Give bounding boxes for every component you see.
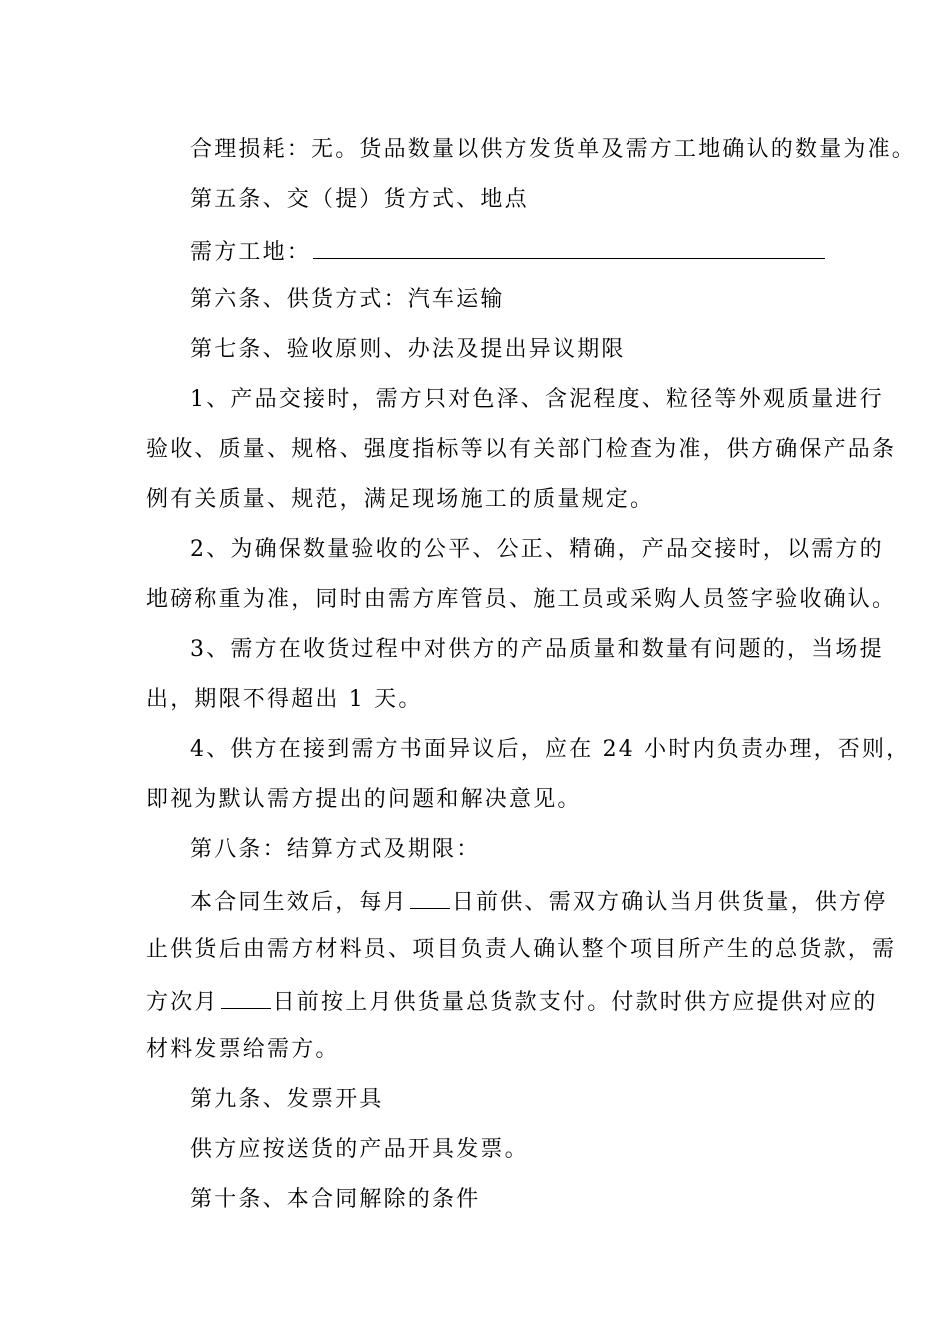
text-line-item-4a: 4、供方在接到需方书面异议后，应在 24 小时内负责办理，否则， xyxy=(190,737,911,762)
text-line-item-2a: 2、为确保数量验收的公平、公正、精确，产品交接时，以需方的 xyxy=(190,537,884,562)
settlement-text-suffix: 日前供、需双方确认当月供货量，供方停 xyxy=(451,890,888,915)
text-line-item-1c: 例有关质量、规范，满足现场施工的质量规定。 xyxy=(146,487,655,512)
monthly-date-blank[interactable] xyxy=(410,884,450,909)
heading-article-7: 第七条、验收原则、办法及提出异议期限 xyxy=(190,337,626,362)
text-line-item-3a: 3、需方在收货过程中对供方的产品质量和数量有问题的，当场提 xyxy=(190,637,884,662)
text-line-reasonable-loss: 合理损耗：无。货品数量以供方发货单及需方工地确认的数量为准。 xyxy=(190,137,917,162)
text-line-settlement-d: 材料发票给需方。 xyxy=(146,1037,340,1062)
text-line-settlement-c xyxy=(146,984,878,1016)
next-month-date-blank[interactable] xyxy=(221,984,271,1009)
text-line-item-4b: 即视为默认需方提出的问题和解决意见。 xyxy=(146,787,582,812)
site-label: 需方工地： xyxy=(190,240,312,265)
next-month-prefix: 方次月 xyxy=(146,990,219,1015)
text-line-settlement-a xyxy=(190,884,890,916)
heading-article-9: 第九条、发票开具 xyxy=(190,1087,384,1112)
text-line-settlement-b: 止供货后由需方材料员、项目负责人确认整个项目所产生的总货款，需 xyxy=(146,937,897,962)
text-line-invoice: 供方应按送货的产品开具发票。 xyxy=(190,1137,529,1162)
next-month-suffix: 日前按上月供货量总货款支付。付款时供方应提供对应的 xyxy=(272,990,878,1015)
text-line-site xyxy=(190,234,890,266)
text-line-item-2b: 地磅称重为准，同时由需方库管员、施工员或采购人员签字验收确认。 xyxy=(146,587,897,612)
heading-article-8: 第八条：结算方式及期限： xyxy=(190,837,481,862)
heading-article-6: 第六条、供货方式：汽车运输 xyxy=(190,287,505,312)
text-line-item-1b: 验收、质量、规格、强度指标等以有关部门检查为准，供方确保产品条 xyxy=(146,437,897,462)
site-blank-field[interactable] xyxy=(313,234,825,259)
text-line-item-1a: 1、产品交接时，需方只对色泽、含泥程度、粒径等外观质量进行 xyxy=(190,387,884,412)
text-line-item-3b: 出，期限不得超出 1 天。 xyxy=(146,687,423,712)
settlement-text-prefix: 本合同生效后，每月 xyxy=(190,890,408,915)
heading-article-5: 第五条、交（提）货方式、地点 xyxy=(190,187,529,212)
heading-article-10: 第十条、本合同解除的条件 xyxy=(190,1187,481,1212)
